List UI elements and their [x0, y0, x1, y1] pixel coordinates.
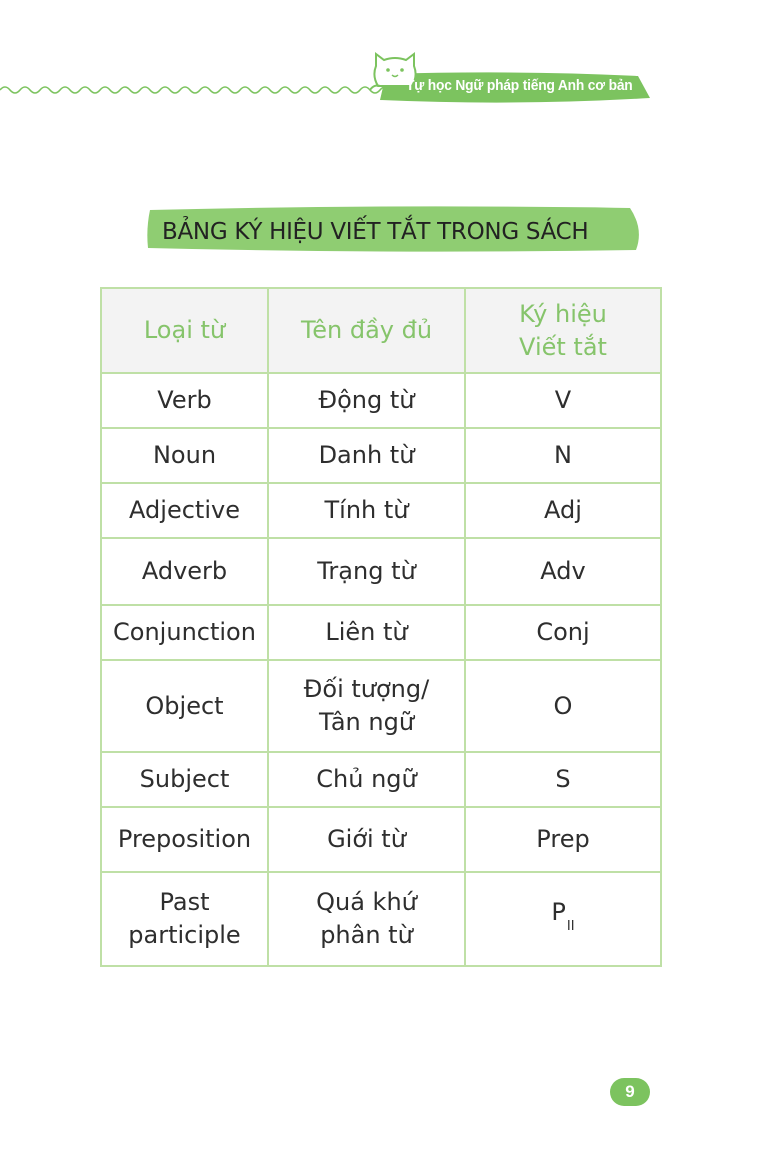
- cell-full-name: Động từ: [268, 373, 465, 428]
- table-row: [101, 483, 661, 538]
- cell-abbreviation: Adv: [465, 538, 661, 605]
- cell-full-name-text: Đối tượng/ Tân ngữ: [303, 675, 430, 736]
- cell-abbreviation: [465, 872, 661, 966]
- table-header-row: [101, 288, 661, 373]
- cell-full-name: Trạng từ: [268, 538, 465, 605]
- table-row: [101, 752, 661, 807]
- cell-abbreviation: S: [465, 752, 661, 807]
- cell-full-name: [268, 872, 465, 966]
- cell-word-type: Adjective: [101, 483, 268, 538]
- cell-word-type: [101, 872, 268, 966]
- cell-word-type-text: Past participle: [128, 888, 241, 949]
- table-row: [101, 538, 661, 605]
- cell-word-type: Subject: [101, 752, 268, 807]
- cell-abbreviation: Conj: [465, 605, 661, 660]
- cell-word-type: Preposition: [101, 807, 268, 872]
- cell-word-type: Object: [101, 660, 268, 752]
- table-row: [101, 428, 661, 483]
- cell-full-name: Liên từ: [268, 605, 465, 660]
- cell-abbreviation: N: [465, 428, 661, 483]
- cell-abbreviation: V: [465, 373, 661, 428]
- section-title: BẢNG KÝ HIỆU VIẾT TẮT TRONG SÁCH: [162, 219, 589, 245]
- cell-word-type: Conjunction: [101, 605, 268, 660]
- page-number: 9: [625, 1082, 635, 1101]
- table-row: [101, 872, 661, 966]
- header-abbreviation-text: Ký hiệu Viết tắt: [519, 299, 607, 361]
- cell-full-name: Danh từ: [268, 428, 465, 483]
- header-abbreviation: [465, 288, 661, 373]
- table-row: [101, 807, 661, 872]
- abbreviation-table: [100, 287, 662, 967]
- cell-full-name: Giới từ: [268, 807, 465, 872]
- cell-full-name: Chủ ngữ: [268, 752, 465, 807]
- table-row: [101, 660, 661, 752]
- header-word-type: Loại từ: [101, 288, 268, 373]
- cell-full-name: [268, 660, 465, 752]
- cell-abbreviation: O: [465, 660, 661, 752]
- cell-full-name: Tính từ: [268, 483, 465, 538]
- cell-abbreviation: Prep: [465, 807, 661, 872]
- cell-abbreviation: Adj: [465, 483, 661, 538]
- cell-word-type: Adverb: [101, 538, 268, 605]
- table-row: [101, 605, 661, 660]
- abbreviation-subscript: II: [566, 918, 575, 934]
- book-title: Tự học Ngữ pháp tiếng Anh cơ bản: [406, 77, 633, 94]
- cell-full-name-text: Quá khứ phân từ: [316, 888, 417, 949]
- cell-word-type: Noun: [101, 428, 268, 483]
- cell-word-type: Verb: [101, 373, 268, 428]
- table-row: [101, 373, 661, 428]
- cell-abbreviation-text: P: [551, 897, 566, 926]
- header-wave-line: [0, 80, 390, 100]
- header-full-name: Tên đầy đủ: [268, 288, 465, 373]
